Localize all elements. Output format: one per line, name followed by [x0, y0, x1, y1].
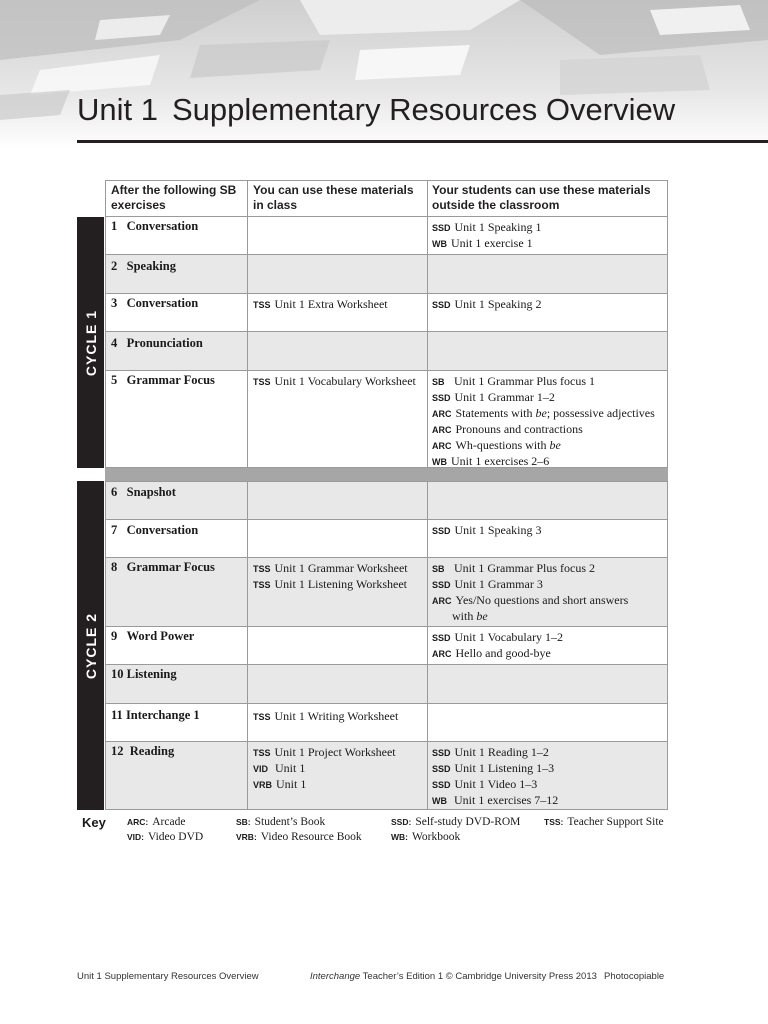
column-divider	[247, 255, 248, 293]
key-item: SB: Student’s Book	[236, 816, 326, 828]
exercise-cell: 8 Grammar Focus	[111, 560, 215, 574]
table-row	[105, 294, 668, 332]
cycle-2-label: CYCLE 2	[82, 612, 99, 679]
outside-cell: SSD Unit 1 Speaking 1 WB Unit 1 exercise 1	[432, 220, 542, 250]
header-in-class: You can use these materials in class	[253, 183, 414, 212]
table-row	[105, 371, 668, 468]
exercise-cell: 3 Conversation	[111, 296, 199, 310]
title-text: Supplementary Resources Overview	[171, 92, 676, 127]
outside-cell: SB Unit 1 Grammar Plus focus 1 SSD Unit 1 Grammar 1–2 ARC Statements with be; possessive adjectives ARC Pronouns and contractions ARC Wh-questions with be WB Unit 1 exercises 2–6	[432, 374, 655, 468]
table-row	[105, 217, 668, 255]
outside-cell: SSD Unit 1 Vocabulary 1–2 ARC Hello and good-bye	[432, 630, 564, 660]
key-item: TSS: Teacher Support Site	[544, 816, 664, 828]
column-divider	[247, 704, 248, 741]
outside-cell: SSD Unit 1 Speaking 2	[432, 297, 542, 311]
key-item: WB: Workbook	[391, 831, 461, 843]
table-row	[105, 332, 668, 371]
table-row	[105, 704, 668, 742]
footer-left: Unit 1 Supplementary Resources Overview	[77, 971, 259, 982]
column-divider	[427, 217, 428, 254]
table-row	[105, 520, 668, 558]
cycle-1-band	[77, 217, 104, 468]
column-divider	[427, 181, 428, 216]
column-divider	[247, 371, 248, 467]
footer-right: Photocopiable	[604, 971, 665, 982]
outside-cell: SSD Unit 1 Reading 1–2 SSD Unit 1 Listening 1–3 SSD Unit 1 Video 1–3 WB Unit 1 exercises 7–12	[432, 745, 559, 807]
column-divider	[247, 520, 248, 557]
table-row	[105, 627, 668, 665]
column-divider	[247, 294, 248, 331]
key-item: VRB: Video Resource Book	[236, 831, 362, 843]
exercise-cell: 9 Word Power	[111, 629, 195, 643]
exercise-cell: 1 Conversation	[111, 219, 199, 233]
column-divider	[427, 520, 428, 557]
table-row	[105, 665, 668, 704]
in-class-cell: TSS Unit 1 Grammar Worksheet TSS Unit 1 Listening Worksheet	[253, 561, 408, 591]
exercise-cell: 2 Speaking	[111, 259, 176, 273]
exercise-cell: 7 Conversation	[111, 523, 199, 537]
exercise-cell: 12 Reading	[111, 744, 175, 758]
in-class-cell: TSS Unit 1 Extra Worksheet	[253, 297, 388, 311]
footer-center: Interchange Teacher’s Edition 1 © Cambridge University Press 2013	[310, 971, 597, 982]
column-divider	[427, 742, 428, 809]
exercise-cell: 10 Listening	[111, 667, 177, 681]
title-unit: Unit 1	[77, 92, 158, 127]
column-divider	[427, 704, 428, 741]
cycle-2-band	[77, 481, 104, 810]
in-class-cell: TSS Unit 1 Writing Worksheet	[253, 709, 399, 723]
key-item: SSD: Self-study DVD-ROM	[391, 816, 521, 828]
header-outside-class: Your students can use these materials outside the classroom	[432, 183, 651, 212]
column-divider	[247, 665, 248, 703]
exercise-cell: 5 Grammar Focus	[111, 373, 215, 387]
in-class-cell: TSS Unit 1 Vocabulary Worksheet	[253, 374, 416, 388]
page-title	[77, 92, 675, 128]
outside-cell: SSD Unit 1 Speaking 3	[432, 523, 542, 537]
column-divider	[427, 255, 428, 293]
column-divider	[427, 294, 428, 331]
column-divider	[247, 558, 248, 626]
column-divider	[427, 371, 428, 467]
column-divider	[427, 665, 428, 703]
table-row	[105, 255, 668, 294]
key-item: VID: Video DVD	[127, 831, 204, 843]
in-class-cell: TSS Unit 1 Project Worksheet VID Unit 1 VRB Unit 1	[253, 745, 396, 791]
exercise-cell: 6 Snapshot	[111, 485, 176, 499]
column-divider	[247, 181, 248, 216]
column-divider	[247, 332, 248, 370]
cycle-separator	[105, 468, 668, 481]
key-item: ARC: Arcade	[127, 816, 186, 828]
exercise-cell: 4 Pronunciation	[111, 336, 203, 350]
key-label: Key	[82, 815, 106, 830]
column-divider	[427, 627, 428, 664]
table-row	[105, 742, 668, 810]
outside-cell: SB Unit 1 Grammar Plus focus 2 SSD Unit 1 Grammar 3 ARC Yes/No questions and short answers with be	[432, 561, 629, 623]
table-header	[105, 180, 668, 217]
header-sb-exercises: After the following SB exercises	[111, 183, 237, 212]
table-row	[105, 481, 668, 520]
exercise-cell: 11 Interchange 1	[111, 708, 200, 722]
column-divider	[247, 742, 248, 809]
column-divider	[427, 558, 428, 626]
cycle-1-label: CYCLE 1	[82, 309, 99, 376]
title-rule	[77, 140, 768, 143]
column-divider	[427, 332, 428, 370]
column-divider	[427, 482, 428, 519]
column-divider	[247, 627, 248, 664]
column-divider	[247, 482, 248, 519]
column-divider	[247, 217, 248, 254]
table-row	[105, 558, 668, 627]
